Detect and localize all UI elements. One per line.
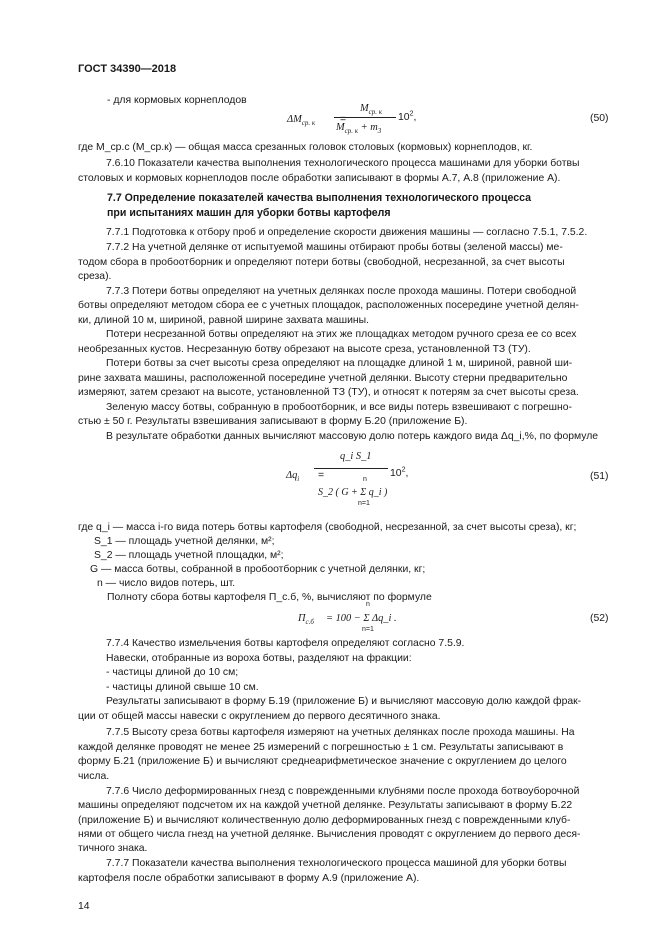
- eq51-equals: =: [318, 470, 325, 481]
- body-line: картофеля после обработки записывают в форму А.9 (приложение А).: [78, 873, 420, 884]
- section-7-7-title-line2: при испытаниях машин для уборки ботвы картофеля: [107, 207, 391, 219]
- eq50-number: (50): [590, 113, 609, 124]
- body-line: Потери ботвы за счет высоты среза определяют на площадке длиной 1 м, шириной, равной ши-: [106, 358, 573, 369]
- body-line: рине захвата машины, расположенной посередине учетной делянки. Высоту стерни предварительно: [78, 373, 568, 384]
- eq50-numerator: $M_{ср. к}$: [360, 103, 383, 117]
- body-line: необрезанных кустов. Несрезанную ботву обрезают на высоте среза, установленной ТЗ (ТУ).: [78, 344, 531, 355]
- eq52-lhs: $П_{с.б}$: [298, 613, 314, 627]
- where-51-line: S_2 — площадь учетной площадки, м²;: [94, 550, 284, 561]
- eq50-denominator: $M_{ср. к} + m_3$: [336, 122, 382, 136]
- body-line: 7.7.3 Потери ботвы определяют на учетных делянках после прохода машины. Потери свободной: [106, 286, 577, 297]
- eq52-sum-bottom: n=1: [362, 626, 374, 633]
- where-51-line: S_1 — площадь учетной делянки, м²;: [94, 536, 275, 547]
- body-line: ботвы определяют методом сбора ее с учетных площадок, расположенных посередине учетной делян-: [78, 300, 579, 311]
- eq51-factor: $10^2$,: [390, 466, 409, 479]
- body-line: среза).: [78, 271, 112, 282]
- body-line: Потери несрезанной ботвы определяют на этих же площадках методом ручного среза ее со всех: [106, 329, 577, 340]
- document-header: ГОСТ 34390—2018: [78, 63, 177, 75]
- eq52-rhs: = 100 − Σ Δq_i .: [326, 613, 397, 624]
- body-line: тичного знака.: [78, 843, 148, 854]
- eq51-fraction-bar: [314, 468, 388, 469]
- where-51-line: где q_i — масса i-го вида потерь ботвы картофеля (свободной, несрезанной, за счет высоты среза), кг;: [78, 522, 577, 533]
- eq51-lhs: $\Delta q_i$: [286, 470, 300, 484]
- where-51-line: n — число видов потерь, шт.: [97, 578, 236, 589]
- body-line: 7.7.2 На учетной делянке от испытуемой машины отбирают пробы ботвы (зеленой массы) ме-: [106, 242, 563, 253]
- eq51-sum-bottom: n=1: [358, 500, 370, 507]
- body-line: ции от общей массы навески с округлением до первого десятичного знака.: [78, 711, 441, 722]
- body-line: каждой делянке проводят не менее 25 измерений с погрешностью ± 1 см. Результаты записывают в: [78, 742, 564, 753]
- body-line: форму Б.21 (приложение Б) и вычисляют среднеарифметическое значение с округлением до целого: [78, 756, 567, 767]
- eq51-denominator: S_2 ( G + Σ q_i ): [318, 487, 388, 498]
- body-line: 7.7.6 Число деформированных гнезд с поврежденными клубнями после прохода ботвоуборочной: [106, 786, 580, 797]
- para-7-6-10-line2: столовых и кормовых корнеплодов после обработки записывают в формы А.7, А.8 (приложение А).: [78, 173, 561, 184]
- body-line: Результаты записывают в форму Б.19 (приложение Б) и вычисляют массовую долю каждой фрак-: [106, 696, 582, 707]
- body-line: ки, длиной 10 м, шириной, равной ширине захвата машины.: [78, 315, 370, 326]
- body-line: - частицы длиной до 10 см;: [106, 667, 239, 678]
- eq50-equals: =: [340, 114, 347, 125]
- where-51-line: Полноту сбора ботвы картофеля П_с.б, %, вычисляют по формуле: [107, 592, 432, 603]
- page-number: 14: [78, 901, 90, 912]
- body-line: тодом сбора в пробоотборник и определяют потери ботвы (свободной, несрезанной, за счет высоты: [78, 257, 565, 268]
- body-line: 7.7.5 Высоту среза ботвы картофеля измеряют на учетных делянках после прохода машины. На: [106, 727, 575, 738]
- body-line: 7.7.7 Показатели качества выполнения технологического процесса машиной для уборки ботвы: [106, 858, 567, 869]
- body-line: числа.: [78, 771, 110, 782]
- body-line: Зеленую массу ботвы, собранную в пробоотборник, и все виды потерь взвешивают с погрешно-: [106, 402, 572, 413]
- body-line: - частицы длиной свыше 10 см.: [106, 682, 259, 693]
- section-7-7-title-line1: 7.7 Определение показателей качества выполнения технологического процесса: [107, 192, 532, 204]
- eq51-numerator: q_i S_1: [340, 451, 372, 462]
- eq52-sum-top: n: [366, 601, 370, 608]
- root-crops-line: - для кормовых корнеплодов: [107, 95, 247, 106]
- eq50-fraction-bar: [334, 117, 396, 118]
- eq50-lhs: $\Delta M_{ср. к}$: [287, 114, 316, 128]
- body-line: (приложение Б) и вычисляют количественную долю деформированных гнезд с поврежденными клуб-: [78, 815, 571, 826]
- eq50-factor: $10^2$,: [398, 110, 417, 123]
- eq51-number: (51): [590, 471, 609, 482]
- body-line: 7.7.1 Подготовка к отбору проб и определение скорости движения машины — согласно 7.5.1, 7.5.2.: [106, 227, 588, 238]
- where-50: где M_ср.с (M_ср.к) — общая масса срезанных головок столовых (кормовых) корнеплодов, кг.: [78, 142, 533, 153]
- eq52-number: (52): [590, 613, 609, 624]
- body-line: 7.7.4 Качество измельчения ботвы картофеля определяют согласно 7.5.9.: [106, 638, 465, 649]
- body-line: нями от общего числа гнезд на учетной делянке. Вычисления проводят с округлением до первого деся-: [78, 829, 581, 840]
- para-7-6-10-line1: 7.6.10 Показатели качества выполнения технологического процесса машинами для уборки ботвы: [106, 158, 580, 169]
- body-line: машины определяют подсчетом их на каждой учетной делянке. Результаты записывают в форму Б.22: [78, 800, 573, 811]
- body-line: Навески, отобранные из вороха ботвы, разделяют на фракции:: [106, 653, 412, 664]
- where-51-line: G — масса ботвы, собранной в пробоотборник с учетной делянки, кг;: [90, 564, 426, 575]
- eq51-sum-top: n: [363, 476, 367, 483]
- body-line: стью ± 50 г. Результаты взвешивания записывают в форму Б.20 (приложение Б).: [78, 416, 468, 427]
- body-line: В результате обработки данных вычисляют массовую долю потерь каждого вида Δq_i,%, по формуле: [106, 431, 599, 442]
- body-line: измеряют, затем срезают на высоте, установленной ТЗ (ТУ), и относят к потерям за счет высоты среза.: [78, 387, 579, 398]
